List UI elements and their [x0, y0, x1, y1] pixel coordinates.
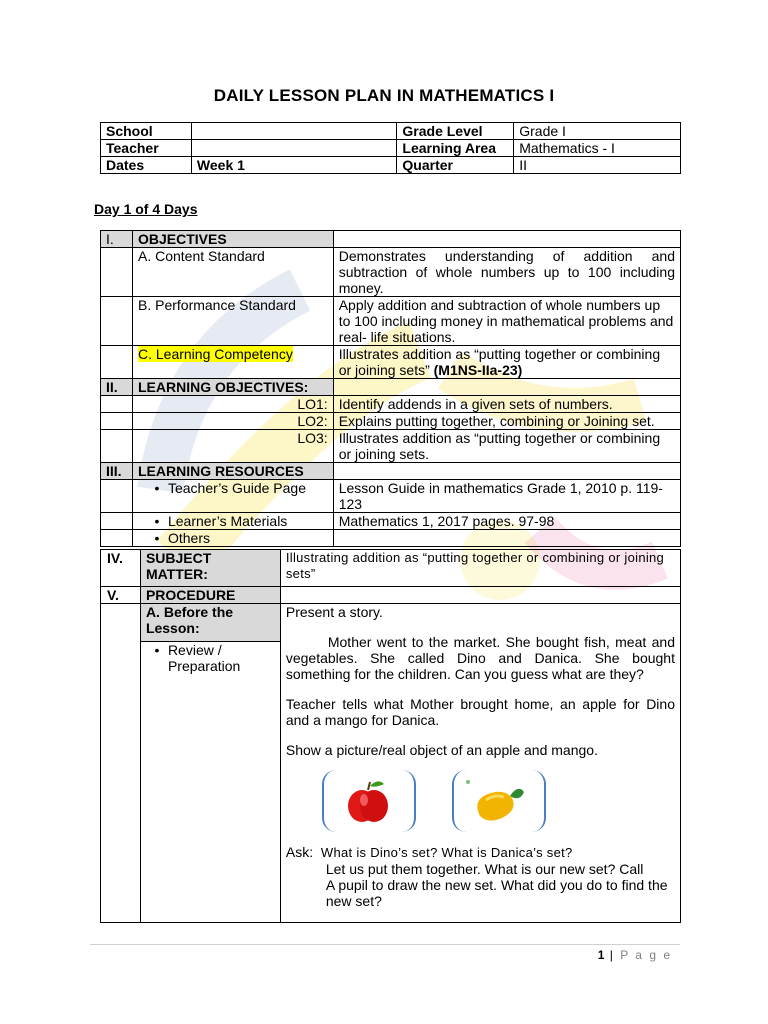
dates-value: Week 1 — [191, 157, 396, 174]
page-title: DAILY LESSON PLAN IN MATHEMATICS I — [213, 86, 555, 105]
ask-question: Ask: What is Dino’s set? What is Danica’s set? — [285, 844, 573, 860]
story-cell — [280, 604, 680, 923]
grade-level-value: Grade I — [514, 123, 681, 140]
grade-level-label: Grade Level — [397, 123, 514, 140]
lo1-code: LO1: — [132, 396, 333, 413]
mango-set — [452, 770, 546, 832]
learning-objectives-num: II. — [101, 379, 133, 396]
story-p2: Mother went to the market. She bought fish, meat and vegetables. She called Dino and Danica. She bought something for the children. Can you guess what are they? — [285, 634, 675, 682]
content-standard-label: A. Content Standard — [132, 248, 333, 297]
ask-line-3: A pupil to draw the new set. What did you do to find the — [325, 877, 668, 893]
lo3-text: Illustrates addition as “putting together or combining or joining sets. — [333, 430, 680, 463]
school-label: School — [101, 123, 192, 140]
learning-area-label: Learning Area — [397, 140, 514, 157]
performance-standard-label: B. Performance Standard — [132, 297, 333, 346]
teachers-guide-value: Lesson Guide in mathematics Grade 1, 2010 p. 119-123 — [333, 480, 680, 513]
fruit-pictures — [322, 770, 675, 834]
lo1-text: Identify addends in a given sets of numbers. — [333, 396, 680, 413]
school-value — [191, 123, 396, 140]
story-p1: Present a story. — [285, 604, 383, 620]
learning-area-value: Mathematics - I — [514, 140, 681, 157]
lo2-code: LO2: — [132, 413, 333, 430]
story-p4: Show a picture/real object of an apple and mango. — [285, 742, 598, 758]
footer-divider — [90, 944, 680, 945]
learning-competency-text: Illustrates addition as “putting together or combining or joining sets” (M1NS-IIa-23) — [333, 346, 680, 379]
apple-icon — [324, 770, 414, 832]
quarter-label: Quarter — [397, 157, 514, 174]
lo3-code: LO3: — [132, 430, 333, 463]
performance-standard-text: Apply addition and subtraction of whole numbers up to 100 including money in mathematical problems and real- life situations. — [333, 297, 680, 346]
before-lesson-heading: A. Before the Lesson: — [140, 604, 280, 642]
subject-text: Illustrating addition as “putting together or combining or joining sets” — [280, 550, 680, 587]
story-p3: Teacher tells what Mother brought home, an apple for Dino and a mango for Danica. — [285, 696, 675, 728]
mango-icon — [454, 770, 544, 832]
quarter-value: II — [514, 157, 681, 174]
objectives-num: I. — [101, 231, 133, 248]
resources-heading: LEARNING RESOURCES — [132, 463, 333, 480]
review-preparation: • Review / Preparation — [140, 642, 280, 923]
objectives-heading: OBJECTIVES — [132, 231, 333, 248]
header-info-table — [100, 122, 681, 174]
apple-set — [322, 770, 416, 832]
subject-num: IV. — [101, 550, 141, 587]
procedure-num: V. — [101, 587, 141, 604]
learners-materials-label: • Learner’s Materials — [132, 513, 333, 530]
teacher-label: Teacher — [101, 140, 192, 157]
subject-heading: SUBJECT MATTER: — [140, 550, 280, 587]
procedure-table — [100, 549, 681, 923]
day-label: Day 1 of 4 Days — [94, 201, 198, 217]
learning-competency-label: C. Learning Competency — [132, 346, 333, 379]
lo2-text: Explains putting together, combining or Joining set. — [333, 413, 680, 430]
others-label: • Others — [132, 530, 333, 547]
dates-label: Dates — [101, 157, 192, 174]
resources-num: III. — [101, 463, 133, 480]
procedure-heading: PROCEDURE — [140, 587, 280, 604]
teacher-value — [191, 140, 396, 157]
objectives-table — [100, 230, 681, 547]
ask-line-4: new set? — [325, 893, 382, 909]
others-value — [333, 530, 680, 547]
content-standard-text: Demonstrates understanding of addition and subtraction of whole numbers up to 100 including money. — [333, 248, 680, 297]
page-footer: 1 | P a g e — [597, 948, 672, 962]
learning-objectives-heading: LEARNING OBJECTIVES: — [132, 379, 333, 396]
teachers-guide-label: • Teacher’s Guide Page — [132, 480, 333, 513]
learners-materials-value: Mathematics 1, 2017 pages. 97-98 — [333, 513, 680, 530]
ask-line-2: Let us put them together. What is our new set? Call — [325, 861, 644, 877]
